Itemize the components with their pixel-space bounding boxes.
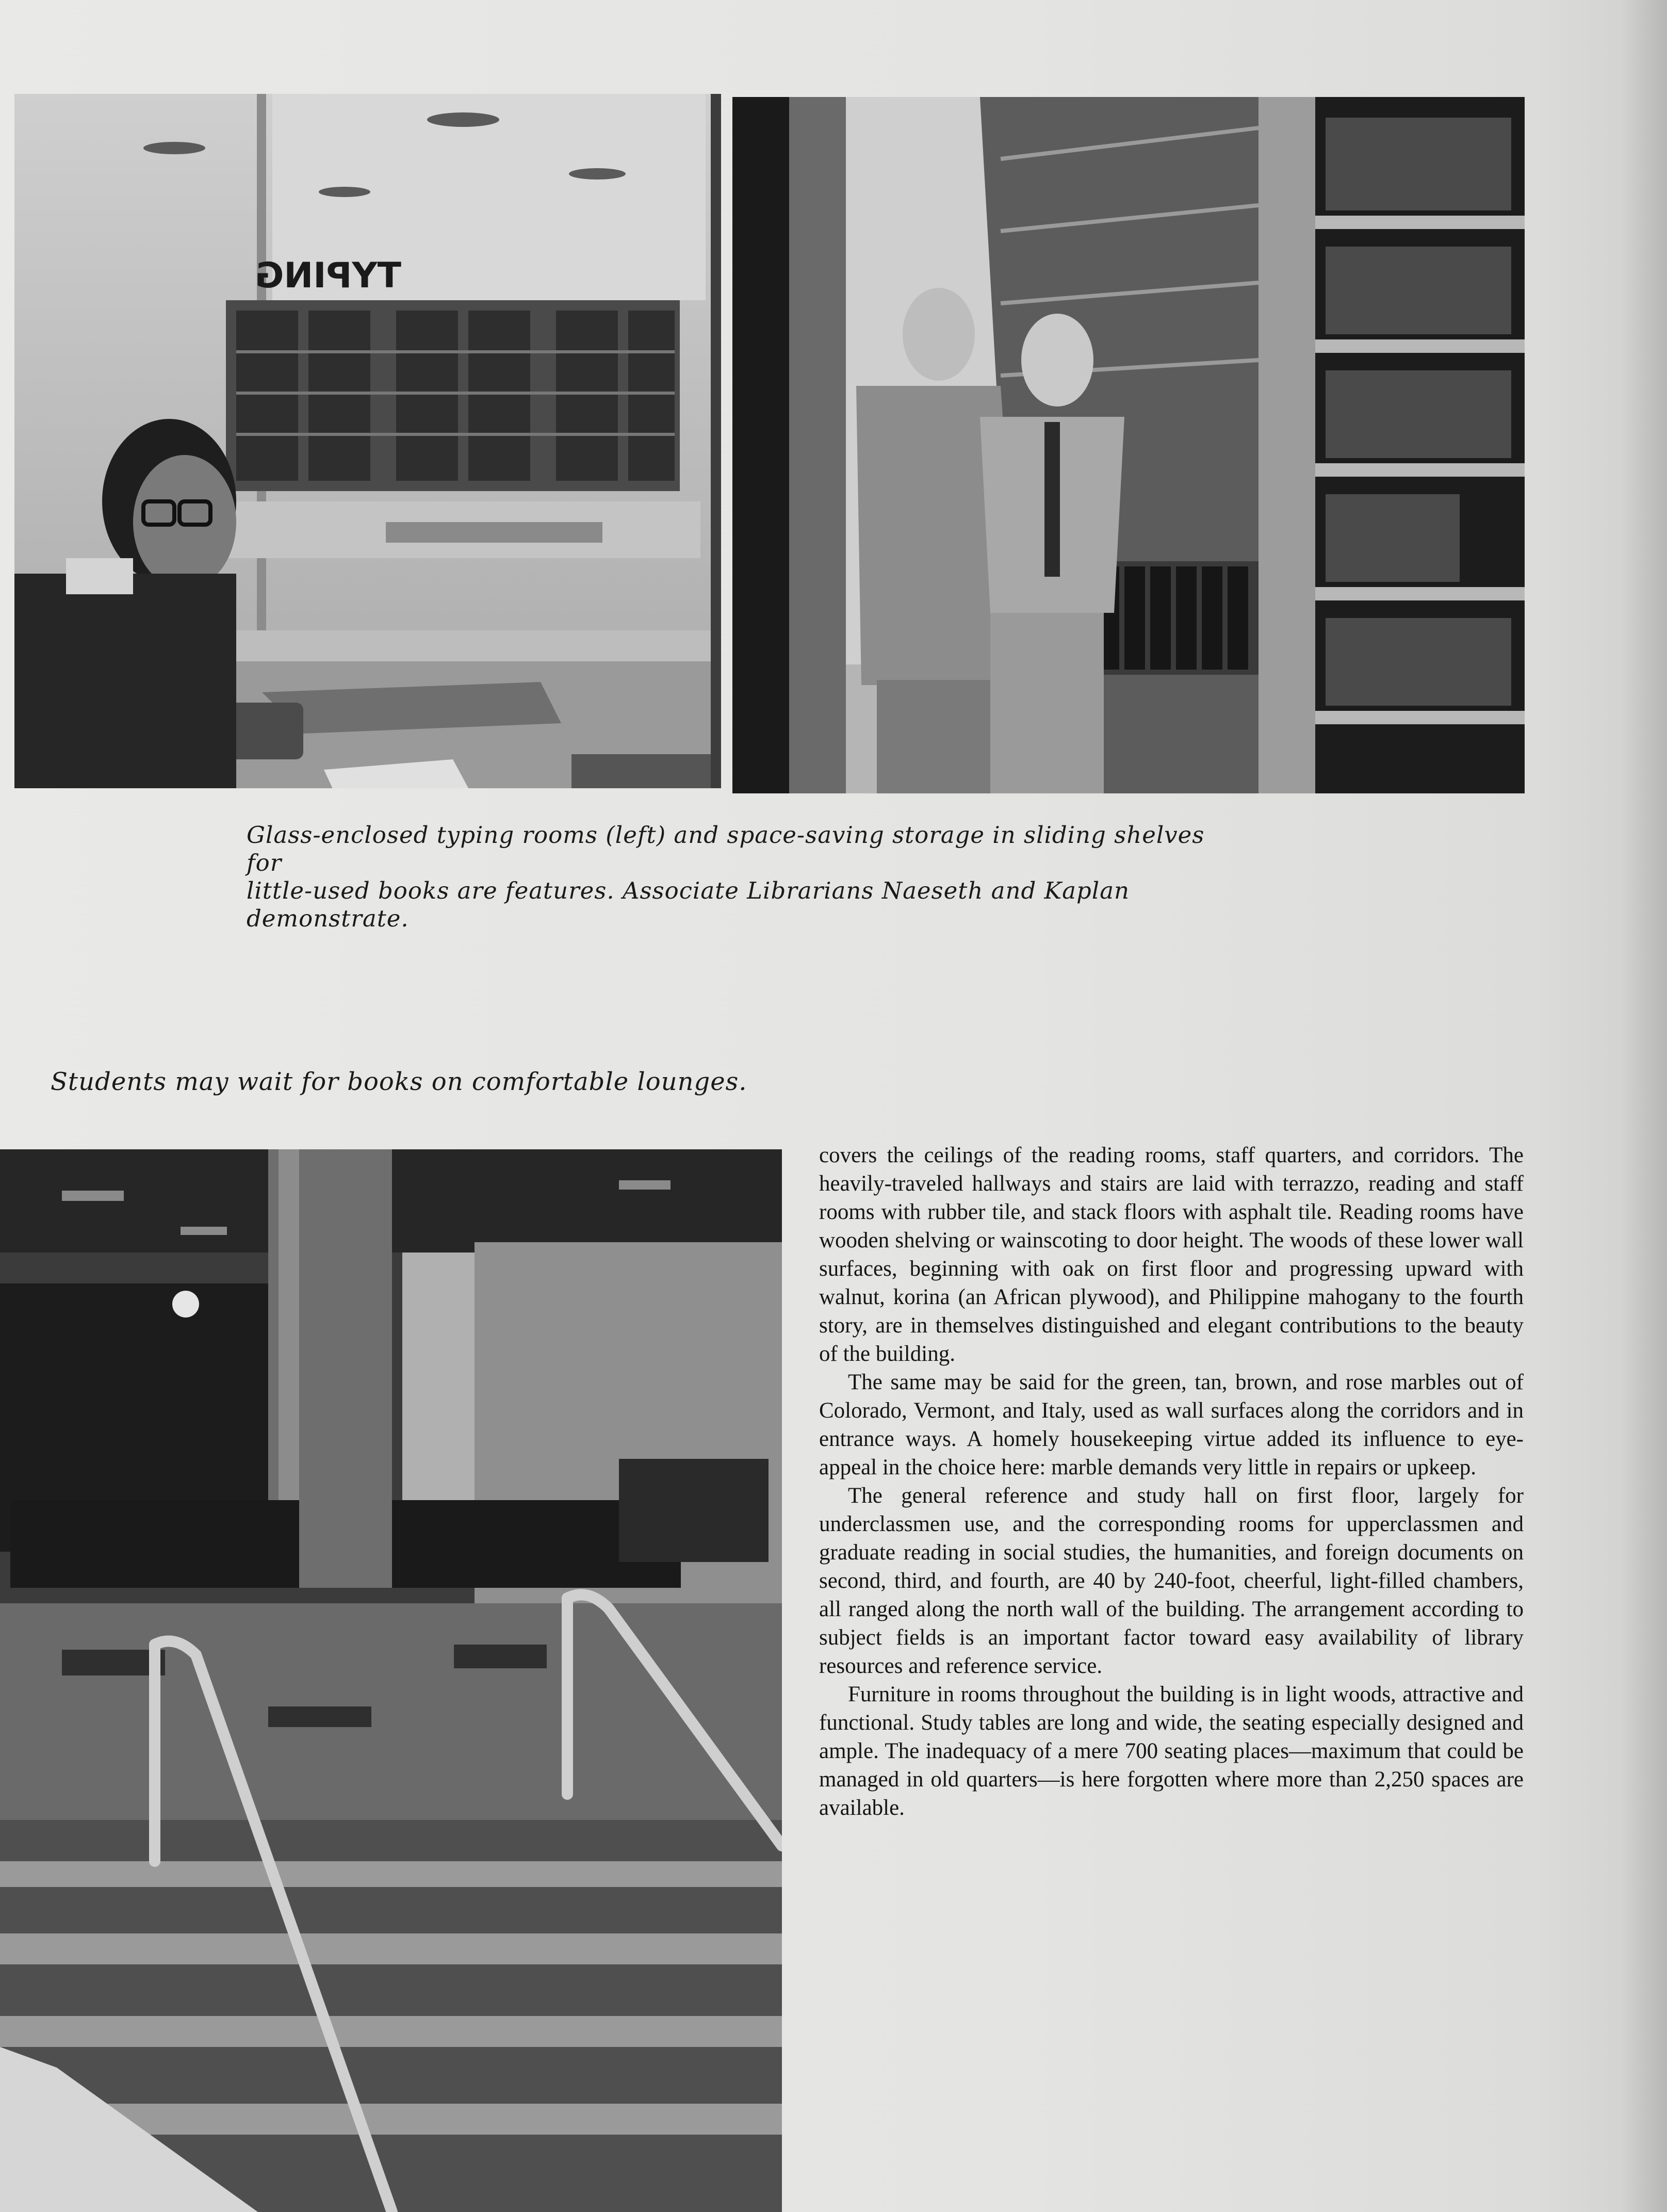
top-caption-line-1: Glass-enclosed typing rooms (left) and space-saving storage in sliding shelves for [247,821,1205,876]
article-paragraph-4: Furniture in rooms throughout the building is in light woods, attractive and functional. Study tables are long and wide, the seating especially designed and ample. The inadequacy of a mere 700 seating places—maximum that could be managed in old quarters—is here forgotten where more than 2,250 spaces are available. [819,1682,1524,1820]
book-stacks-image [732,97,1525,793]
lounge-image [0,1149,782,2212]
typing-room-image [14,94,721,788]
top-photos-caption [247,821,1227,933]
photo-book-stacks [732,97,1525,793]
typing-sign: TYPING [255,255,401,296]
article-body [819,1141,1524,1822]
article-paragraph-2: The same may be said for the green, tan, brown, and rose marbles out of Colorado, Vermont, and Italy, used as wall surfaces along the corridors and in entrance ways. A homely housekeeping virtue added its influence to eye-appeal in the choice here: marble demands very little in repairs or upkeep. [819,1370,1524,1479]
photo-lounge [0,1149,782,2212]
article-paragraph-3: The general reference and study hall on first floor, largely for underclassmen use, and the corresponding rooms for upperclassmen and graduate reading in social studies, the humanities, and foreign documents on second, third, and fourth, are 40 by 240-foot, cheerful, light-filled chambers, all ranged along the north wall of the building. The arrangement according to subject fields is an important factor toward easy availability of library resources and reference service. [819,1484,1524,1678]
article-paragraph-1: covers the ceilings of the reading rooms, staff quarters, and corridors. The heavily-traveled hallways and stairs are laid with terrazzo, reading and staff rooms with rubber tile, and stack floors with asphalt tile. Reading rooms have wooden shelving or wainscoting to door height. The woods of these lower wall surfaces, beginning with oak on first floor and progressing upward with walnut, korina (an African plywood), and Philippine mahogany to the fourth story, are in themselves distinguished and elegant contributions to the beauty of the building. [819,1143,1524,1366]
spine-shadow [1621,0,1667,2212]
lounge-caption: Students may wait for books on comfortable lounges. [51,1067,747,1096]
photo-typing-room [14,94,721,788]
top-caption-line-2: little-used books are features. Associate Librarians Naeseth and Kaplan demonstrate. [247,877,1130,932]
